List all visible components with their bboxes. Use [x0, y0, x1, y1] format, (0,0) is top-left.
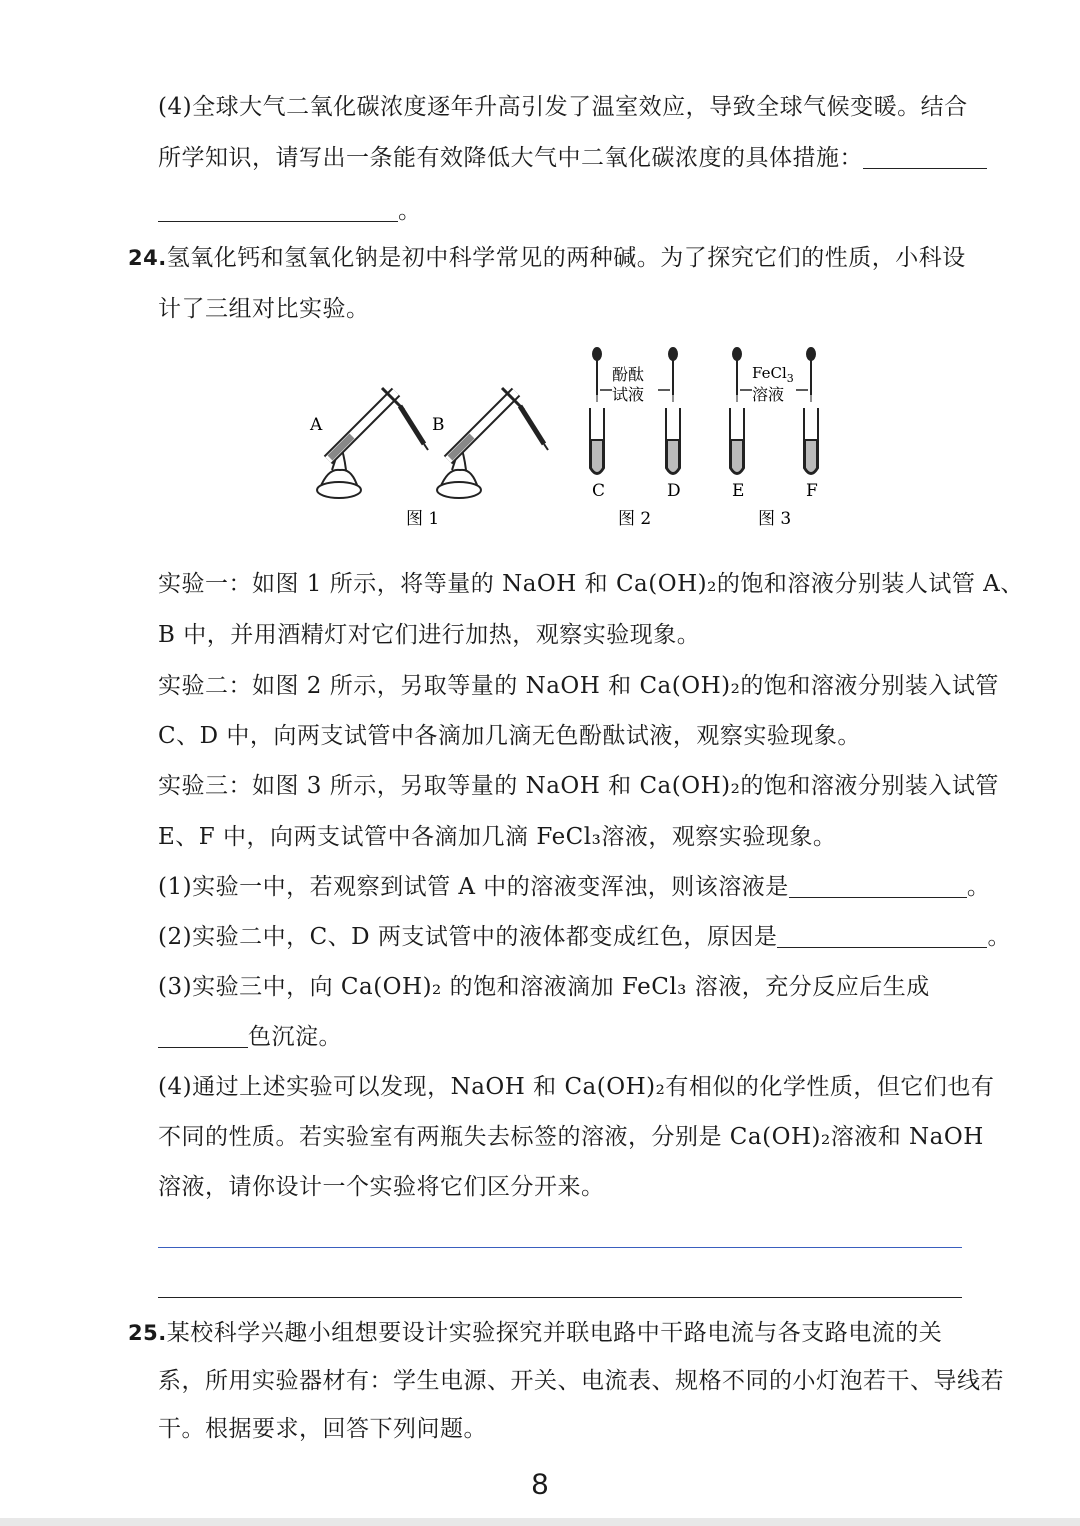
q24-part1-end: 。 [966, 874, 991, 900]
caption-fig3: 图 3 [758, 509, 792, 529]
q24-part1 [158, 872, 991, 902]
label-d: D [667, 481, 681, 501]
tube-b-apparatus [437, 388, 548, 498]
q24-part4-line3: 溶液，请你设计一个实验将它们区分开来。 [158, 1174, 605, 1200]
apparatus-drawing [300, 340, 840, 540]
q24-part2-end: 。 [987, 924, 1011, 950]
q25-line2: 系，所用实验器材有：学生电源、开关、电流表、规格不同的小灯泡若干、导线若 [158, 1368, 1004, 1394]
q24-intro-line1 [128, 243, 966, 273]
q23-part4-text: 所学知识，请写出一条能有效降低大气中二氧化碳浓度的具体措施： [158, 145, 863, 171]
exp1-line1: 实验一：如图 1 所示，将等量的 NaOH 和 Ca(OH)₂的饱和溶液分别装人试管 A、 [158, 571, 1024, 597]
exp3-line1: 实验三：如图 3 所示，另取等量的 NaOH 和 Ca(OH)₂的饱和溶液分别装入试管 [158, 773, 999, 799]
q24-part4-line2: 不同的性质。若实验室有两瓶失去标签的溶液，分别是 Ca(OH)₂溶液和 NaOH [158, 1124, 984, 1150]
q23-part4-line1: (4)全球大气二氧化碳浓度逐年升高引发了温室效应，导致全球气候变暖。结合 [158, 94, 968, 120]
page-number: 8 [531, 1468, 549, 1501]
q24-part3-text: 色沉淀。 [248, 1024, 342, 1050]
reagent3-label-line2: 溶液 [752, 385, 785, 404]
label-a: A [310, 415, 323, 435]
q24-part2-text: (2)实验二中，C、D 两支试管中的液体都变成红色，原因是 [158, 924, 778, 950]
q24-intro-line2: 计了三组对比实验。 [158, 296, 370, 322]
q24-number: 24. [128, 246, 167, 270]
q25-number: 25. [128, 1321, 167, 1345]
exp1-line2: B 中，并用酒精灯对它们进行加热，观察实验现象。 [158, 622, 701, 648]
answer-blank [158, 199, 398, 222]
scan-edge [0, 1518, 1080, 1526]
reagent2-label-line2: 试液 [612, 385, 645, 404]
label-c: C [592, 481, 606, 501]
q24-intro-text: 氢氧化钙和氢氧化钠是初中科学常见的两种碱。为了探究它们的性质，小科设 [166, 245, 966, 271]
tube-a-apparatus [317, 388, 428, 498]
q25-line1 [128, 1318, 943, 1348]
experiment-figure [300, 340, 840, 540]
answer-blank [789, 875, 967, 898]
q25-text: 某校科学兴趣小组想要设计实验探究并联电路中干路电流与各支路电流的关 [166, 1320, 943, 1346]
q24-part3-line1: (3)实验三中，向 Ca(OH)₂ 的饱和溶液滴加 FeCl₃ 溶液，充分反应后生成 [158, 974, 930, 1000]
answer-blank [863, 146, 987, 169]
caption-fig1: 图 1 [406, 509, 440, 529]
q23-part4-line3 [158, 196, 968, 226]
exp2-line2: C、D 中，向两支试管中各滴加几滴无色酚酞试液，观察实验现象。 [158, 723, 861, 749]
caption-fig2: 图 2 [618, 509, 652, 529]
answer-line [158, 1297, 962, 1298]
label-e: E [732, 481, 745, 501]
reagent2-label-line1: 酚酞 [612, 365, 645, 384]
label-b: B [432, 415, 445, 435]
q24-part3-line2 [158, 1022, 968, 1052]
q23-part4-end: 。 [398, 198, 422, 224]
q24-part1-text: (1)实验一中，若观察到试管 A 中的溶液变浑浊，则该溶液是 [158, 874, 789, 900]
label-f: F [806, 481, 818, 501]
q24-part2 [158, 922, 1011, 952]
answer-blank [158, 1025, 248, 1048]
q23-part4-line2 [158, 143, 968, 173]
exp3-line2: E、F 中，向两支试管中各滴加几滴 FeCl₃溶液，观察实验现象。 [158, 824, 837, 850]
answer-line [158, 1247, 962, 1248]
q24-part4-line1: (4)通过上述实验可以发现，NaOH 和 Ca(OH)₂有相似的化学性质，但它们也有 [158, 1074, 995, 1100]
exp2-line1: 实验二：如图 2 所示，另取等量的 NaOH 和 Ca(OH)₂的饱和溶液分别装入试管 [158, 673, 999, 699]
reagent3-label-line1: FeCl$_3$ [752, 364, 794, 385]
q25-line3: 干。根据要求，回答下列问题。 [158, 1416, 487, 1442]
answer-blank [777, 925, 987, 948]
